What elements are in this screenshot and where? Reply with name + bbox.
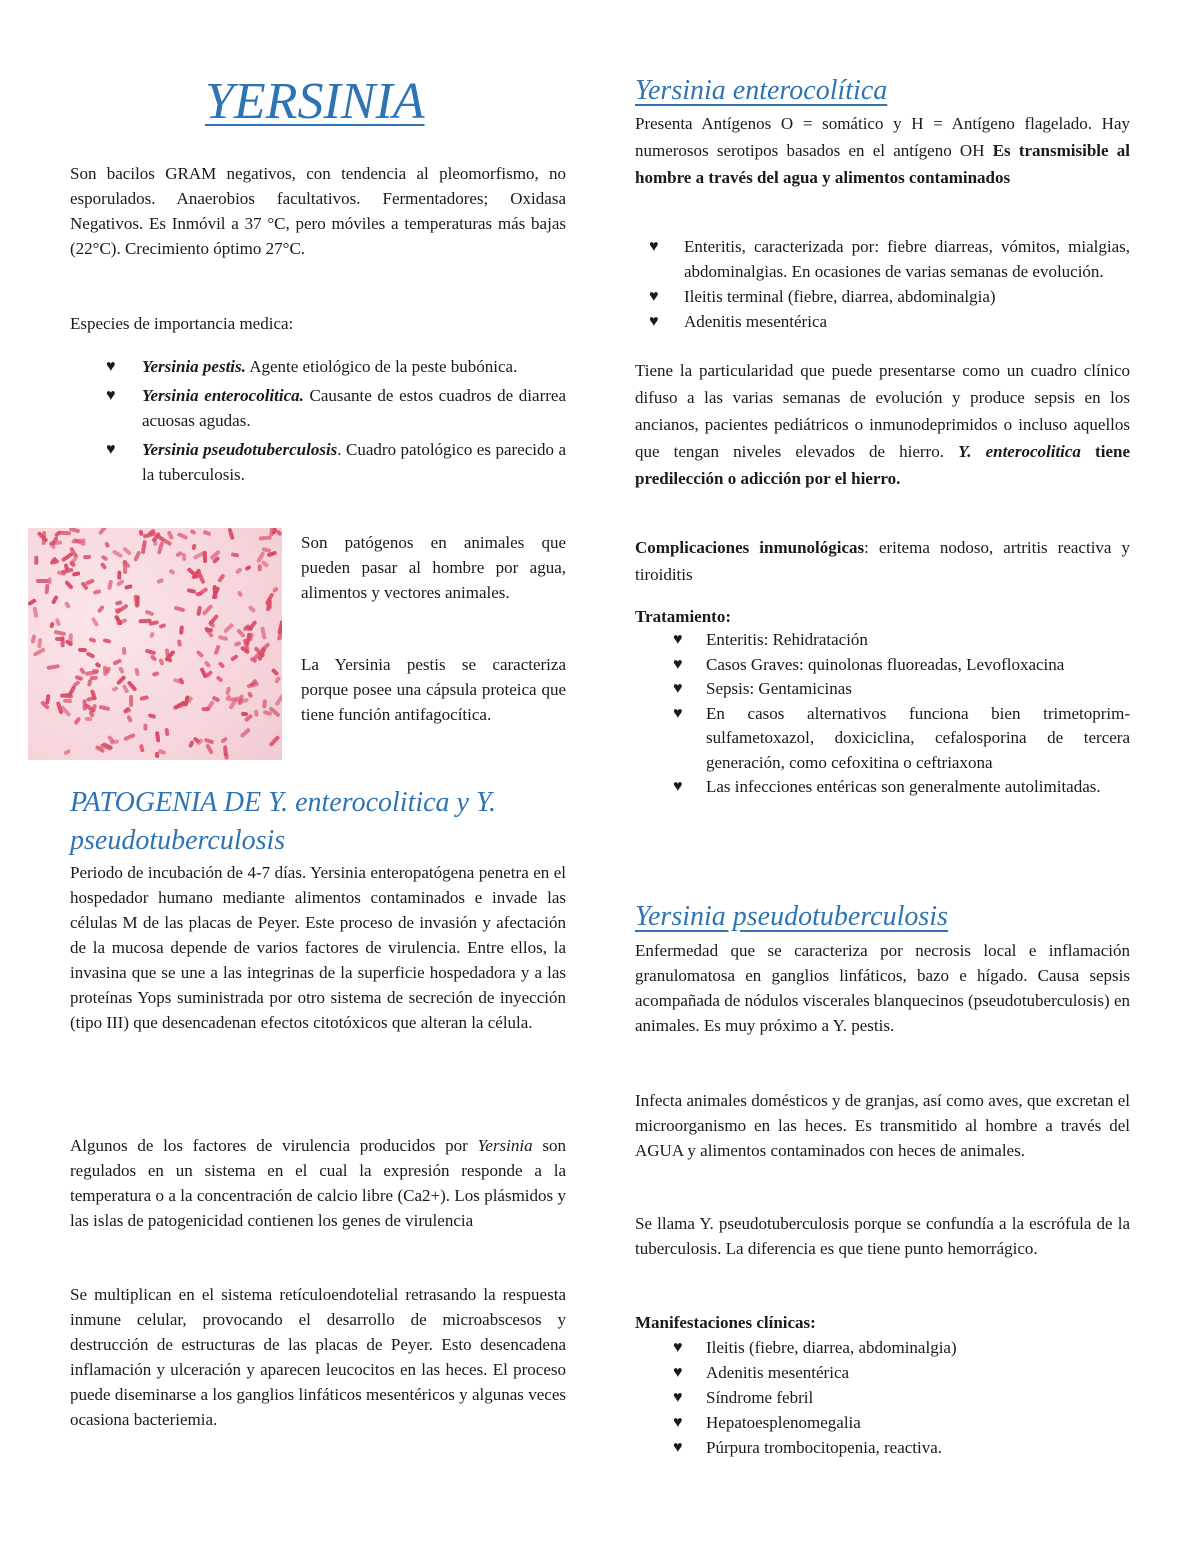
enterocolitica-paragraph-2: Tiene la particularidad que puede presentarse como un cuadro clínico difuso a las varias semanas de evolución y produce sepsis en los ancianos, pacientes pediátricos o inmunodeprimidos o incluso aquellos que tengan niveles elevados de hierro. Y. enterocolitica tiene predilección o adicción por el hierro. xyxy=(635,361,1130,488)
bacillus-shape xyxy=(102,639,111,645)
bacillus-shape xyxy=(85,651,95,658)
list-item: ♥ Sepsis: Gentamicinas xyxy=(635,677,1130,702)
bacillus-shape xyxy=(248,604,257,612)
bacillus-shape xyxy=(217,573,225,582)
bacillus-shape xyxy=(83,555,91,559)
bacillus-shape xyxy=(239,727,251,738)
bacillus-shape xyxy=(195,650,203,658)
bacillus-shape xyxy=(241,712,248,716)
bacillus-shape xyxy=(122,647,126,655)
bacillus-shape xyxy=(227,528,234,540)
bacillus-shape xyxy=(64,601,71,609)
bacillus-shape xyxy=(139,744,145,752)
bacillus-shape xyxy=(49,622,54,629)
bacillus-shape xyxy=(45,583,50,593)
bacillus-shape xyxy=(196,587,208,597)
bacillus-shape xyxy=(32,606,38,617)
bacillus-shape xyxy=(51,595,59,605)
bacillus-shape xyxy=(99,528,108,535)
bacillus-shape xyxy=(78,648,87,652)
bacillus-shape xyxy=(254,709,259,716)
bacillus-shape xyxy=(177,639,182,647)
bacillus-shape xyxy=(262,699,267,709)
bacillus-shape xyxy=(258,564,262,572)
bacillus-shape xyxy=(270,668,279,676)
bacillus-shape xyxy=(188,740,194,748)
bacillus-shape xyxy=(55,618,61,627)
bacillus-shape xyxy=(174,605,186,612)
pseudotuberculosis-heading: Yersinia pseudotuberculosis xyxy=(635,901,948,932)
bacillus-shape xyxy=(134,668,139,677)
bacillus-shape xyxy=(100,562,107,570)
bacillus-shape xyxy=(42,531,47,545)
heart-bullet-icon: ♥ xyxy=(673,1389,683,1406)
bacillus-shape xyxy=(159,623,167,629)
pseudo-paragraph-2: Infecta animales domésticos y de granjas, así como aves, que excretan el microorganismo en las heces. Es transmitido al hombre a través del AGUA y alimentos contaminados con heces de animales. xyxy=(635,1091,1130,1160)
bacillus-shape xyxy=(112,549,124,558)
list-item: ♥ Yersinia pestis. Agente etiológico de la peste bubónica. xyxy=(70,354,566,379)
list-item: ♥ En casos alternativos funciona bien trimetoprim-sulfametoxazol, doxiciclina, cefalosporina de tercera generación, como cefoxitina o ceftriaxona xyxy=(673,703,1130,772)
bacillus-shape xyxy=(141,540,147,554)
list-item: ♥ Enteritis, caracterizada por: fiebre diarreas, vómitos, mialgias, abdominalgias. En ocasiones de varias semanas de evolución. xyxy=(635,234,1130,284)
bacillus-shape xyxy=(186,588,196,594)
bacillus-shape xyxy=(118,666,125,674)
bacillus-shape xyxy=(64,580,74,590)
bacillus-shape xyxy=(274,676,281,684)
list-item: ♥ Púrpura trombocitopenia, reactiva. xyxy=(635,1435,1130,1460)
patogenia-paragraph-3: Se multiplican en el sistema retículoendotelial retrasando la respuesta inmune celular, provocando el desarrollo de microabscesos y destrucción de estructuras de las placas de Peyer. Esto desencadena inflamación y ulceración y aparecen leucocitos en las heces. El proceso puede diseminarse a los ganglios linfáticos mesentéricos y algunas veces ocasiona bacteriemia. xyxy=(70,1285,566,1429)
bacillus-shape xyxy=(129,695,133,707)
bacillus-shape xyxy=(60,636,64,647)
bacillus-shape xyxy=(144,610,154,617)
gram-stain-microscopy-image xyxy=(28,528,282,760)
bacillus-shape xyxy=(156,541,163,555)
bacillus-shape xyxy=(122,546,132,556)
bacillus-shape xyxy=(243,627,252,631)
bacillus-shape xyxy=(203,660,210,668)
bacillus-shape xyxy=(74,717,82,726)
tratamiento-list xyxy=(635,628,1130,800)
bacillus-shape xyxy=(192,544,197,551)
bacillus-shape xyxy=(149,654,157,662)
bacillus-shape xyxy=(90,676,98,680)
bacillus-shape xyxy=(98,705,110,711)
list-item: ♥ Ileitis (fiebre, diarrea, abdominalgia) xyxy=(635,1335,1130,1360)
bacillus-shape xyxy=(37,638,42,648)
heart-bullet-icon: ♥ xyxy=(649,288,659,305)
heart-bullet-icon: ♥ xyxy=(673,631,683,648)
heart-bullet-icon: ♥ xyxy=(106,358,116,375)
bacillus-shape xyxy=(63,699,72,703)
bacillus-shape xyxy=(244,565,251,571)
pseudo-paragraph-1: Enfermedad que se caracteriza por necrosis local e inflamación granulomatosa en ganglios linfáticos, bazo e hígado. Causa sepsis acompañada de nódulos viscerales blanquecinos (pseudotuberculosis) en animales. Es muy próximo a Y. pestis. xyxy=(635,941,1130,1035)
bacillus-shape xyxy=(179,625,184,634)
list-item: ♥ Ileitis terminal (fiebre, diarrea, abdominalgia) xyxy=(635,284,1130,309)
bacillus-shape xyxy=(113,659,123,666)
heart-bullet-icon: ♥ xyxy=(673,704,683,722)
bacillus-shape xyxy=(247,691,253,698)
bacillus-shape xyxy=(247,681,259,688)
bacillus-shape xyxy=(34,555,38,564)
bacillus-shape xyxy=(36,579,49,583)
patogenia-paragraph-2: Algunos de los factores de virulencia producidos por Yersinia son regulados en un sistema en el cual la expresión responde a la temperatura o a la concentración de calcio libre (Ca2+). Los plásmidos y las islas de patogenicidad contienen los genes de virulencia xyxy=(70,1136,566,1230)
bacillus-shape xyxy=(212,585,217,599)
bacillus-shape xyxy=(135,595,139,606)
list-item: ♥ Yersinia enterocolitica. Causante de estos cuadros de diarrea acuosas agudas. xyxy=(70,383,566,433)
bacillus-shape xyxy=(97,604,105,613)
patogenia-paragraph-1: Periodo de incubación de 4-7 días. Yersinia enteropatógena penetra en el hospedador humano mediante alimentos contaminados e invade las células M de las placas de Peyer. Este proceso de invasión y afectación de la mucosa depende de varios factores de virulencia. Entre ellos, la invasina que se une a las integrinas de la superficie hospedadora y a las proteínas Yops suministrada por otro sistema de secreción de inyección (tipo III) que desencadenan efectos citotóxicos que alteran la célula. xyxy=(70,863,566,1032)
bacillus-shape xyxy=(277,620,282,634)
bacillus-shape xyxy=(203,530,212,537)
species-list xyxy=(70,354,566,487)
bacillus-shape xyxy=(28,598,37,606)
bacillus-shape xyxy=(116,578,125,586)
bacillus-shape xyxy=(30,635,36,645)
heart-bullet-icon: ♥ xyxy=(673,1439,683,1456)
bacillus-shape xyxy=(234,567,242,575)
bacillus-shape xyxy=(178,677,185,685)
list-item: ♥ Hepatoesplenomegalia xyxy=(635,1410,1130,1435)
list-item: ♥ Adenitis mesentérica xyxy=(635,1360,1130,1385)
list-item: ♥ Adenitis mesentérica xyxy=(635,309,1130,334)
list-item: ♥ Yersinia pseudotuberculosis. Cuadro patológico es parecido a la tuberculosis. xyxy=(70,437,566,487)
bacillus-shape xyxy=(216,675,224,683)
bacillus-shape xyxy=(72,571,81,577)
enterocolitica-heading: Yersinia enterocolítica xyxy=(635,75,888,106)
bacillus-shape xyxy=(126,715,133,723)
bacillus-shape xyxy=(123,732,135,740)
manifestaciones-list xyxy=(635,1335,1130,1460)
bacillus-shape xyxy=(261,560,270,568)
tratamiento-heading: Tratamiento: xyxy=(635,607,731,626)
bacillus-shape xyxy=(64,748,72,755)
list-item: ♥ Enteritis: Rehidratación xyxy=(635,628,1130,653)
manifestaciones-heading: Manifestaciones clínicas: xyxy=(635,1313,816,1332)
bacillus-shape xyxy=(149,631,155,638)
bacillus-shape xyxy=(105,541,111,549)
bacillus-shape xyxy=(103,666,108,677)
bacillus-shape xyxy=(214,645,221,656)
heart-bullet-icon: ♥ xyxy=(649,313,659,330)
list-item: ♥ Casos Graves: quinolonas fluoreadas, Levofloxacina xyxy=(635,653,1130,678)
bacillus-shape xyxy=(147,713,155,719)
bacillus-shape xyxy=(152,671,160,677)
bacillus-shape xyxy=(158,658,164,666)
bacillus-shape xyxy=(140,696,149,702)
pseudo-paragraph-3: Se llama Y. pseudotuberculosis porque se confundía a la escrófula de la tuberculosis. La diferencia es que tiene punto hemorrágico. xyxy=(635,1214,1130,1258)
capsule-paragraph: La Yersinia pestis se caracteriza porque posee una cápsula proteica que tiene función antifagocítica. xyxy=(301,655,566,724)
complicaciones-paragraph: Complicaciones inmunológicas: eritema nodoso, artritis reactiva y tiroiditis xyxy=(635,538,1130,584)
bacillus-shape xyxy=(92,669,99,673)
heart-bullet-icon: ♥ xyxy=(106,441,116,458)
bacillus-shape xyxy=(157,578,165,584)
bacillus-shape xyxy=(177,532,189,540)
bacillus-shape xyxy=(92,589,101,595)
bacillus-shape xyxy=(169,569,177,576)
bacillus-shape xyxy=(110,739,120,745)
bacillus-shape xyxy=(53,630,66,636)
bacillus-shape xyxy=(100,555,108,562)
heart-bullet-icon: ♥ xyxy=(106,387,116,404)
bacillus-shape xyxy=(71,680,80,688)
bacillus-shape xyxy=(91,616,100,627)
list-item: ♥ Síndrome febril xyxy=(635,1385,1130,1410)
bacillus-shape xyxy=(274,694,282,707)
bacillus-shape xyxy=(47,665,60,671)
bacillus-shape xyxy=(269,735,281,747)
bacillus-shape xyxy=(190,528,197,535)
bacillus-shape xyxy=(223,622,234,633)
enterocolitica-list xyxy=(635,234,1130,334)
bacillus-shape xyxy=(82,699,86,710)
bacillus-shape xyxy=(133,551,141,562)
bacillus-shape xyxy=(230,553,239,559)
bacillus-shape xyxy=(230,654,239,662)
bacillus-shape xyxy=(223,745,228,756)
bacillus-shape xyxy=(124,584,133,590)
bacillus-shape xyxy=(33,648,46,658)
intro-paragraph: Son bacilos GRAM negativos, con tendencia al pleomorfismo, no esporulados. Anaerobios facultativos. Fermentadores; Oxidasa Negativos. Es Inmóvil a 37 °C, pero móviles a temperaturas más bajas (22°C). Crecimiento óptimo 27°C. xyxy=(70,164,566,258)
bacillus-shape xyxy=(89,637,97,643)
bacillus-shape xyxy=(205,744,214,755)
bacillus-shape xyxy=(201,604,213,616)
bacillus-shape xyxy=(123,708,132,714)
bacillus-shape xyxy=(155,731,161,743)
bacillus-shape xyxy=(144,724,148,731)
bacillus-shape xyxy=(117,570,121,579)
bacillus-shape xyxy=(54,530,62,538)
bacillus-shape xyxy=(261,626,267,639)
heart-bullet-icon: ♥ xyxy=(673,1339,683,1356)
document-title: YERSINIA xyxy=(205,73,425,130)
bacillus-shape xyxy=(95,661,102,668)
heart-bullet-icon: ♥ xyxy=(673,1414,683,1431)
heart-bullet-icon: ♥ xyxy=(673,655,683,673)
heart-bullet-icon: ♥ xyxy=(673,1364,683,1381)
bacillus-shape xyxy=(218,661,226,669)
heart-bullet-icon: ♥ xyxy=(649,238,659,255)
bacillus-shape xyxy=(139,619,152,624)
bacillus-shape xyxy=(237,590,243,597)
list-item: ♥ Las infecciones entéricas son generalmente autolimitadas. xyxy=(635,775,1130,800)
species-heading: Especies de importancia medica: xyxy=(70,314,294,333)
bacillus-shape xyxy=(166,531,173,540)
heart-bullet-icon: ♥ xyxy=(673,778,683,795)
pathogen-paragraph: Son patógenos en animales que pueden pasar al hombre por agua, alimentos y vectores animales. xyxy=(301,533,566,602)
bacillus-shape xyxy=(165,728,170,736)
bacillus-shape xyxy=(217,635,228,641)
patogenia-heading: PATOGENIA DE Y. enterocolitica y Y. pseudotuberculosis xyxy=(70,787,496,856)
bacillus-shape xyxy=(202,706,210,711)
bacillus-shape xyxy=(196,606,202,617)
heart-bullet-icon: ♥ xyxy=(673,680,683,697)
enterocolitica-paragraph-1: Presenta Antígenos O = somático y H = Antígeno flagelado. Hay numerosos serotipos basados en el antígeno OH Es transmisible al hombre a través del agua y alimentos contaminados xyxy=(635,114,1130,187)
bacillus-shape xyxy=(220,736,228,743)
bacillus-shape xyxy=(87,679,92,687)
bacillus-shape xyxy=(112,686,119,692)
bacillus-shape xyxy=(107,580,113,591)
